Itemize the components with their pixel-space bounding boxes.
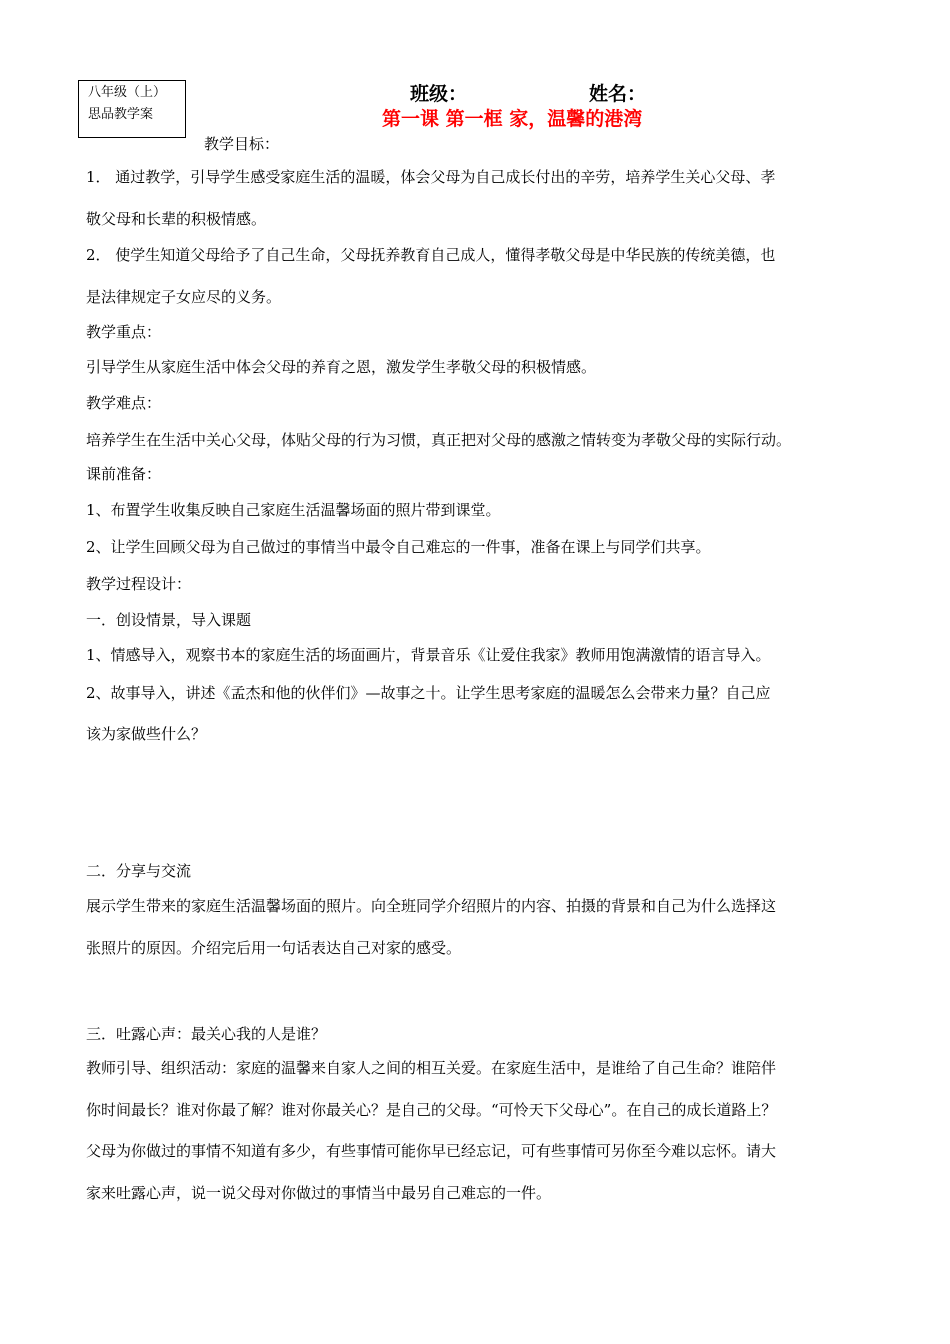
objective-2-line-2: 是法律规定子女应尽的义务。 <box>86 288 282 306</box>
preparation-item-2: 2、让学生回顾父母为自己做过的事情当中最令自己难忘的一件事，准备在课上与同学们共享。 <box>86 538 711 556</box>
section-2-text-line-2: 张照片的原因。介绍完后用一句话表达自己对家的感受。 <box>86 939 462 957</box>
preparation-item-1: 1、布置学生收集反映自己家庭生活温馨场面的照片带到课堂。 <box>86 501 501 519</box>
key-points-text: 引导学生从家庭生活中体会父母的养育之恩，激发学生孝敬父母的积极情感。 <box>86 358 597 376</box>
section-3-text-line-1: 教师引导、组织活动：家庭的温馨来自家人之间的相互关爱。在家庭生活中，是谁给了自己生命？谁陪伴 <box>86 1059 777 1077</box>
section-1-item-2-line-2: 该为家做些什么？ <box>86 725 207 743</box>
objective-2-line-1: 2． 使学生知道父母给予了自己生命，父母抚养教育自己成人，懂得孝敬父母是中华民族的传统美德，也 <box>86 246 776 264</box>
objectives-heading: 教学目标： <box>204 135 280 153</box>
section-1-item-1: 1、情感导入，观察书本的家庭生活的场面画片，背景音乐《让爱住我家》教师用饱满激情的语言导入。 <box>86 646 771 664</box>
objective-1-line-1: 1． 通过教学，引导学生感受家庭生活的温暖，体会父母为自己成长付出的辛劳，培养学生关心父母、孝 <box>86 168 776 186</box>
section-2-heading: 二．分享与交流 <box>86 862 192 880</box>
section-1-item-2-line-1: 2、故事导入，讲述《孟杰和他的伙伴们》—故事之十。让学生思考家庭的温暖怎么会带来力量？自己应 <box>86 684 771 702</box>
preparation-heading: 课前准备： <box>86 465 162 483</box>
key-points-heading: 教学重点： <box>86 323 162 341</box>
lesson-title: 第一课 第一框 家，温馨的港湾 <box>382 108 643 130</box>
name-label: 姓名： <box>589 83 647 105</box>
section-2-text-line-1: 展示学生带来的家庭生活温馨场面的照片。向全班同学介绍照片的内容、拍摄的背景和自己为什么选择这 <box>86 897 777 915</box>
course-label-box <box>78 80 186 138</box>
grade-label: 八年级（上） <box>88 85 167 100</box>
objective-1-line-2: 敬父母和长辈的积极情感。 <box>86 210 267 228</box>
process-heading: 教学过程设计： <box>86 575 192 593</box>
section-3-heading: 三．吐露心声：最关心我的人是谁？ <box>86 1025 327 1043</box>
difficulties-text: 培养学生在生活中关心父母，体贴父母的行为习惯，真正把对父母的感激之情转变为孝敬父母的实际行动。 <box>86 431 792 449</box>
class-label: 班级： <box>410 83 468 105</box>
section-3-text-line-4: 家来吐露心声，说一说父母对你做过的事情当中最另自己难忘的一件。 <box>86 1184 552 1202</box>
section-3-text-line-3: 父母为你做过的事情不知道有多少，有些事情可能你早已经忘记，可有些事情可另你至今难以忘怀。请大 <box>86 1142 777 1160</box>
subject-label: 思品教学案 <box>88 107 154 122</box>
difficulties-heading: 教学难点： <box>86 394 162 412</box>
section-1-heading: 一．创设情景，导入课题 <box>86 611 252 629</box>
section-3-text-line-2: 你时间最长？谁对你最了解？谁对你最关心？是自己的父母。“可怜天下父母心”。在自己的成长道路上？ <box>86 1101 777 1119</box>
